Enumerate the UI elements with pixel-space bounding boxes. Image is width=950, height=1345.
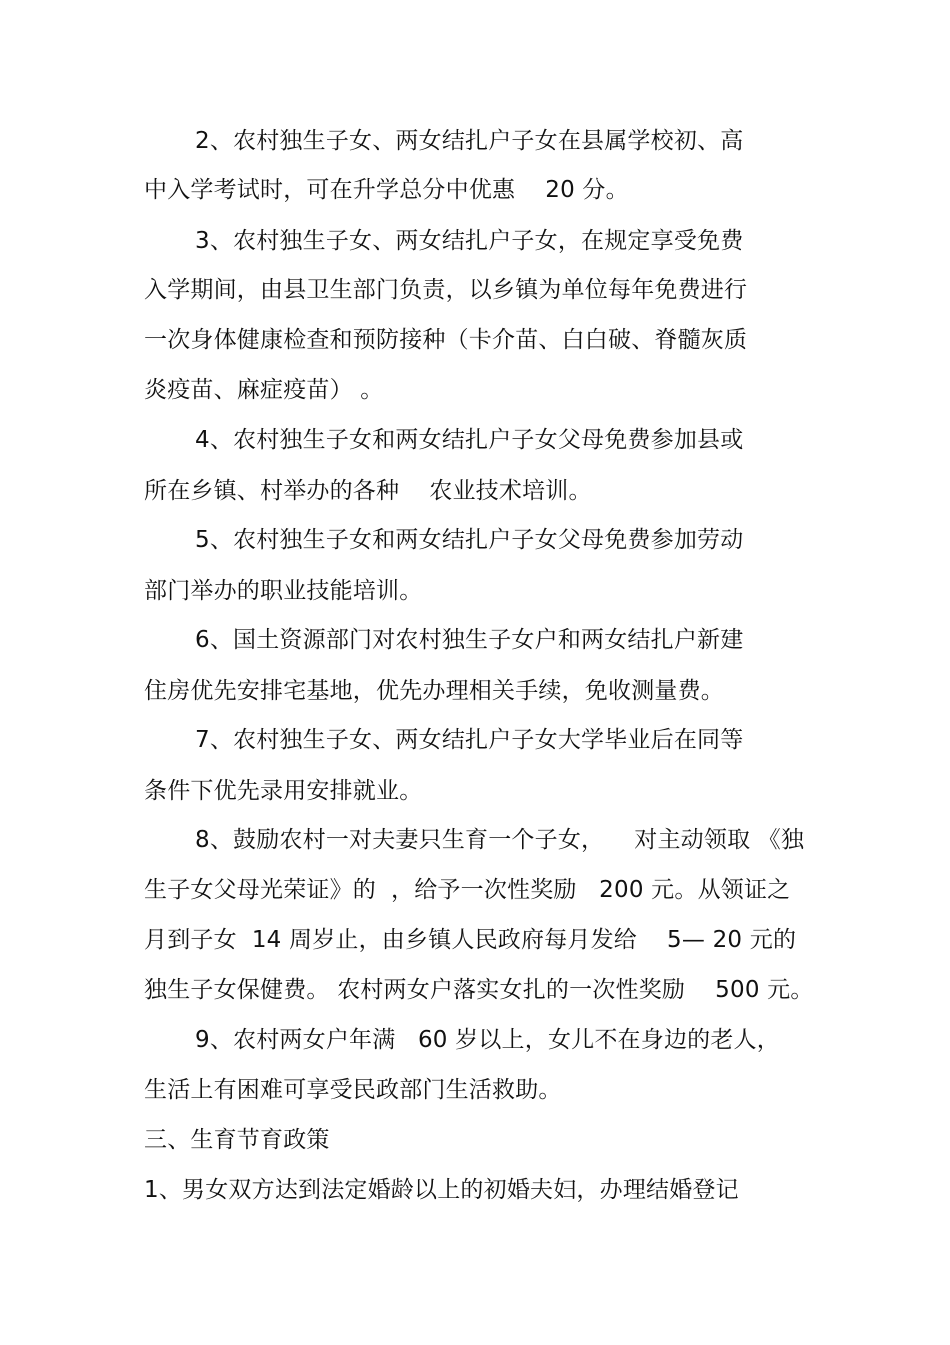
paragraph-line: 条件下优先录用安排就业。 bbox=[144, 778, 423, 804]
paragraph-line: 所在乡镇、村举办的各种 农业技术培训。 bbox=[144, 478, 592, 504]
paragraph-line: 生子女父母光荣证》的 ，给予一次性奖励 200 元。从领证之 bbox=[144, 877, 791, 903]
paragraph-line: 1、男女双方达到法定婚龄以上的初婚夫妇，办理结婚登记 bbox=[144, 1177, 739, 1203]
paragraph-line: 入学期间，由县卫生部门负责，以乡镇为单位每年免费进行 bbox=[144, 277, 748, 303]
paragraph-line: 5、农村独生子女和两女结扎户子女父母免费参加劳动 bbox=[195, 527, 744, 553]
section-heading: 三、生育节育政策 bbox=[144, 1127, 330, 1153]
paragraph-line: 9、农村两女户年满 60 岁以上，女儿不在身边的老人， bbox=[195, 1027, 780, 1053]
paragraph-line: 独生子女保健费。 农村两女户落实女扎的一次性奖励 500 元。 bbox=[144, 977, 814, 1003]
paragraph-line: 生活上有困难可享受民政部门生活救助。 bbox=[144, 1077, 562, 1103]
paragraph-line: 炎疫苗、麻症疫苗） 。 bbox=[144, 377, 384, 403]
paragraph-line: 月到子女 14 周岁止，由乡镇人民政府每月发给 5— 20 元的 bbox=[144, 927, 797, 953]
paragraph-line: 6、国土资源部门对农村独生子女户和两女结扎户新建 bbox=[195, 627, 744, 653]
paragraph-line: 住房优先安排宅基地，优先办理相关手续，免收测量费。 bbox=[144, 678, 724, 704]
paragraph-line: 3、农村独生子女、两女结扎户子女，在规定享受免费 bbox=[195, 228, 744, 254]
paragraph-line: 7、农村独生子女、两女结扎户子女大学毕业后在同等 bbox=[195, 727, 744, 753]
paragraph-line: 4、农村独生子女和两女结扎户子女父母免费参加县或 bbox=[195, 427, 744, 453]
paragraph-line: 一次身体健康检查和预防接种（卡介苗、白白破、脊髓灰质 bbox=[144, 327, 748, 353]
paragraph-line: 部门举办的职业技能培训。 bbox=[144, 578, 423, 604]
paragraph-line: 2、农村独生子女、两女结扎户子女在县属学校初、高 bbox=[195, 128, 744, 154]
paragraph-line: 中入学考试时，可在升学总分中优惠 20 分。 bbox=[144, 177, 629, 203]
paragraph-line: 8、鼓励农村一对夫妻只生育一个子女， 对主动领取 《独 bbox=[195, 827, 805, 853]
